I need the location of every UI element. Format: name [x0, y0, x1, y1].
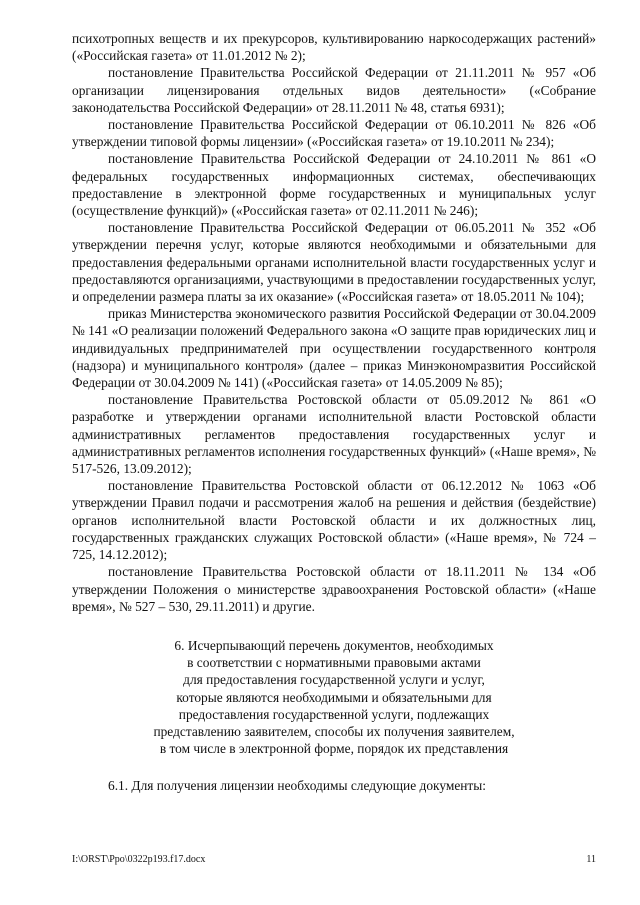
- paragraph-continuation: психотропных веществ и их прекурсоров, культивированию наркосодержащих растений» («Российская газета» от 11.01.2012 № 2);: [72, 31, 596, 64]
- section-heading-line: которые являются необходимыми и обязательными для: [176, 689, 492, 705]
- paragraph-decree-134: постановление Правительства Ростовской области от 18.11.2011 № 134 «Об утверждении Положения о министерстве здравоохранения Ростовской области» («Наше время», № 527 – 530, 29.11.2011) и другие.: [72, 564, 596, 614]
- paragraph-decree-352: постановление Правительства Российской Федерации от 06.05.2011 № 352 «Об утверждении перечня услуг, которые являются необходимыми и обязательными для предоставления федеральными органами исполнительной власти государственных услуг и предоставляются организациями, участвующими в предоставлении государственных услуг, и определении размера платы за их оказание» («Российская газета» от 18.05.2011 № 104);: [72, 220, 596, 305]
- paragraph-decree-861-ro: постановление Правительства Ростовской области от 05.09.2012 № 861 «О разработке и утверждении органами исполнительной власти Ростовской области административных регламентов предоставления государственных услуг и административных регламентов исполнения государственных функций» («Наше время», № 517-526, 13.09.2012);: [72, 392, 596, 477]
- section-heading: [72, 637, 596, 757]
- paragraph-decree-861-rf: постановление Правительства Российской Федерации от 24.10.2011 № 861 «О федеральных государственных информационных системах, обеспечивающих предоставление в электронной форме государственных и муниципальных услуг (осуществление функций)» («Российская газета» от 02.11.2011 № 246);: [72, 151, 596, 219]
- paragraph-decree-957: постановление Правительства Российской Федерации от 21.11.2011 № 957 «Об организации лицензирования отдельных видов деятельности» («Собрание законодательства Российской Федерации» от 28.11.2011 № 48, статья 6931);: [72, 65, 596, 115]
- section-heading-line: для предоставления государственной услуги и услуг,: [183, 672, 485, 688]
- section-heading-line: в соответствии с нормативными правовыми актами: [187, 655, 481, 671]
- section-heading-line: в том числе в электронной форме, порядок их представления: [159, 741, 509, 757]
- paragraph-decree-1063: постановление Правительства Ростовской области от 06.12.2012 № 1063 «Об утверждении Правил подачи и рассмотрения жалоб на решения и действия (бездействие) органов исполнительной власти Ростовской области и их должностных лиц, государственных гражданских служащих Ростовской области» («Наше время», № 724 – 725, 14.12.2012);: [72, 478, 596, 563]
- section-heading-line: представлению заявителем, способы их получения заявителем,: [153, 723, 515, 739]
- paragraph-order-141: приказ Министерства экономического развития Российской Федерации от 30.04.2009 № 141 «О реализации положений Федерального закона «О защите прав юридических лиц и индивидуальных предпринимателей при осуществлении государственного контроля (надзора) и муниципального контроля» (далее – приказ Минэкономразвития Российской Федерации от 30.04.2009 № 141) («Российская газета» от 14.05.2009 № 85);: [72, 306, 596, 391]
- page-number: 11: [586, 854, 596, 865]
- section-heading-line: 6. Исчерпывающий перечень документов, необходимых: [174, 637, 494, 653]
- footer-file-path: I:\ORST\Ppo\0322p193.f17.docx: [72, 854, 206, 865]
- paragraph-decree-826: постановление Правительства Российской Федерации от 06.10.2011 № 826 «Об утверждении типовой формы лицензии» («Российская газета» от 19.10.2011 № 234);: [72, 117, 596, 150]
- subsection-paragraph: 6.1. Для получения лицензии необходимы следующие документы:: [108, 778, 486, 794]
- document-body: [72, 30, 596, 795]
- section-heading-line: предоставления государственной услуги, подлежащих: [178, 706, 490, 722]
